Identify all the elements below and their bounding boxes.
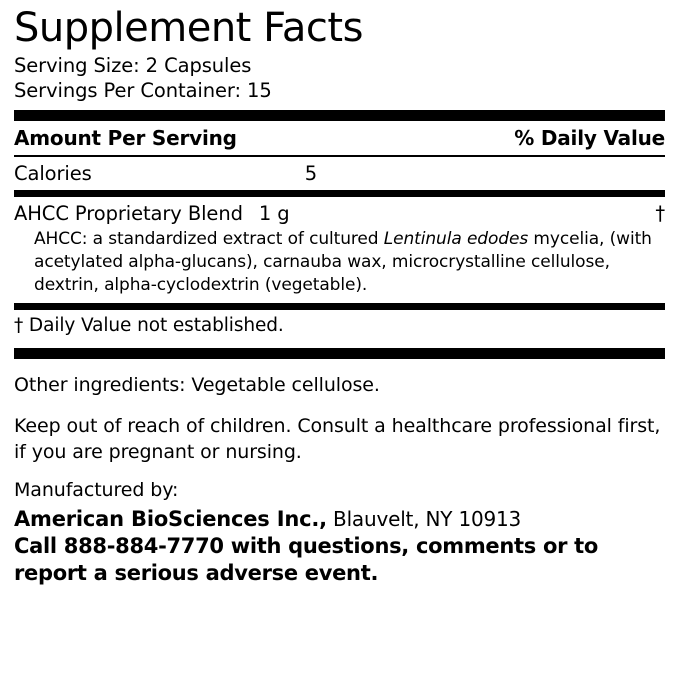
warning-text: Keep out of reach of children. Consult a healthcare professional first, if you are pregnant or nursing. (14, 415, 661, 463)
divider-medium-1 (14, 190, 665, 197)
divider-thick-top (14, 110, 665, 121)
panel-column-headers (14, 121, 665, 155)
calories-value: 5 (304, 162, 318, 186)
serving-size-line: Serving Size: 2 Capsules (14, 54, 252, 77)
company-line (14, 507, 665, 531)
supplement-facts-panel (14, 5, 665, 359)
other-ingredients-text: Other ingredients: Vegetable cellulose. (14, 373, 380, 396)
daily-value-header: % Daily Value (514, 125, 665, 150)
table-row-calories (14, 157, 665, 190)
servings-per-container-line: Servings Per Container: 15 (14, 78, 272, 102)
divider-thick-bottom (14, 348, 665, 359)
label-body-text (14, 359, 665, 588)
manufactured-by-label: Manufactured by: (14, 479, 179, 502)
company-address: Blauvelt, NY 10913 (326, 507, 522, 532)
page-title: Supplement Facts (14, 5, 363, 51)
blend-label: AHCC Proprietary Blend (14, 202, 243, 226)
company-name: American BioSciences Inc., (14, 507, 327, 532)
blend-description-text-2: mycelia, (with acetylated alpha-glucans), carnauba wax, microcrystalline cellulose, dextrin, alpha-cyclodextrin (vegetable). (34, 229, 652, 295)
calories-label: Calories (14, 162, 92, 186)
divider-medium-2 (14, 303, 665, 310)
daily-value-footnote: † Daily Value not established. (14, 314, 284, 336)
amount-per-serving-header: Amount Per Serving (14, 125, 237, 150)
blend-daily-value: † (655, 202, 665, 226)
blend-description-species: Lentinula edodes (383, 229, 529, 250)
blend-description-text-1: AHCC: a standardized extract of cultured (34, 229, 384, 250)
blend-amount: 1 g (258, 202, 290, 226)
call-to-action-text: Call 888-884-7770 with questions, comments or to report a serious adverse event. (14, 534, 599, 586)
table-row-blend (14, 197, 665, 228)
blend-description (14, 228, 665, 302)
